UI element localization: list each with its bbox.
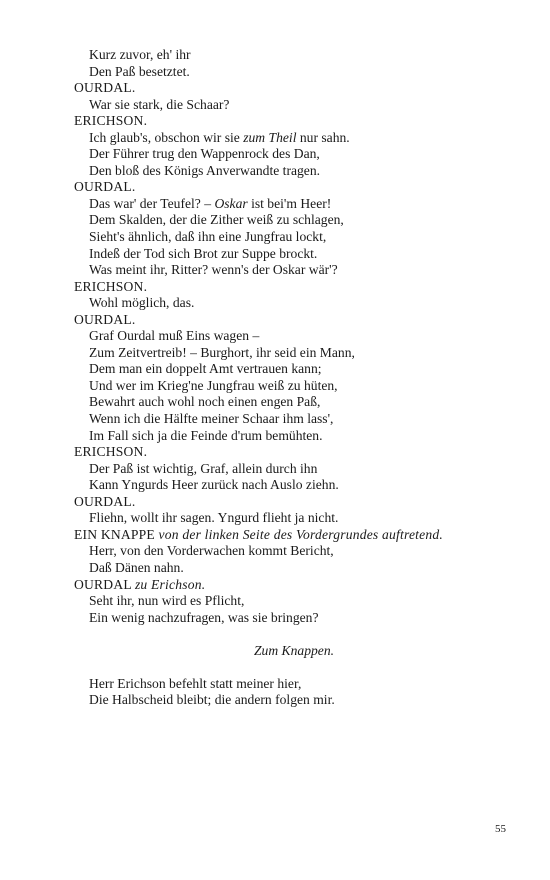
line-text: Bewahrt auch wohl noch einen engen Paß, bbox=[89, 394, 321, 410]
verse-line bbox=[74, 328, 514, 345]
line-text: Ein wenig nachzufragen, was sie bringen? bbox=[89, 609, 319, 625]
line-text: Dem Skalden, der die Zither weiß zu schlagen, bbox=[89, 212, 344, 228]
verse-line bbox=[74, 543, 514, 560]
verse-line bbox=[74, 692, 514, 709]
verse-line bbox=[74, 97, 514, 114]
line-text: Wohl möglich, das. bbox=[89, 295, 195, 311]
line-text: ERICHSON. bbox=[74, 278, 148, 294]
verse-line bbox=[74, 130, 514, 147]
line-text: Herr Erichson befehlt statt meiner hier, bbox=[89, 675, 302, 691]
line-text: Herr, von den Vorderwachen kommt Bericht, bbox=[89, 543, 334, 559]
verse-line bbox=[74, 262, 514, 279]
page-number: 55 bbox=[495, 823, 506, 835]
verse-line bbox=[74, 676, 514, 693]
line-text: Der Führer trug den Wappenrock des Dan, bbox=[89, 146, 320, 162]
speaker-name bbox=[74, 179, 514, 196]
speaker-name bbox=[74, 80, 514, 97]
line-text: OURDAL. bbox=[74, 179, 136, 195]
verse-line bbox=[74, 593, 514, 610]
italic-text: zu Erichson. bbox=[134, 576, 206, 592]
verse-line bbox=[74, 212, 514, 229]
line-text: Im Fall sich ja die Feinde d'rum bemühten. bbox=[89, 427, 323, 443]
line-text: Fliehn, wollt ihr sagen. Yngurd flieht ja nicht. bbox=[89, 510, 339, 526]
verse-line bbox=[74, 146, 514, 163]
verse-line bbox=[74, 461, 514, 478]
line-text: Den bloß des Königs Anverwandte tragen. bbox=[89, 162, 321, 178]
drama-text bbox=[74, 47, 514, 709]
verse-line bbox=[74, 610, 514, 627]
verse-line bbox=[74, 295, 514, 312]
line-text: Indeß der Tod sich Brot zur Suppe brockt. bbox=[89, 245, 318, 261]
verse-line bbox=[74, 64, 514, 81]
line-text: OURDAL. bbox=[74, 493, 136, 509]
verse-line bbox=[74, 477, 514, 494]
verse-line bbox=[74, 378, 514, 395]
line-text: Sieht's ähnlich, daß ihn eine Jungfrau lockt, bbox=[89, 229, 327, 245]
line-text: Seht ihr, nun wird es Pflicht, bbox=[89, 593, 245, 609]
verse-line bbox=[74, 163, 514, 180]
line-text: Die Halbscheid bleibt; die andern folgen mir. bbox=[89, 692, 335, 708]
verse-line bbox=[74, 560, 514, 577]
italic-text: Oskar bbox=[214, 195, 248, 211]
line-text: Kurz zuvor, eh' ihr bbox=[89, 47, 191, 62]
line-text: Graf Ourdal muß Eins wagen – bbox=[89, 328, 260, 344]
line-text: OURDAL. bbox=[74, 311, 136, 327]
verse-line bbox=[74, 345, 514, 362]
line-text: Kann Yngurds Heer zurück nach Auslo ziehn. bbox=[89, 477, 339, 493]
verse-line bbox=[74, 196, 514, 213]
speaker-name bbox=[74, 577, 514, 594]
verse-line bbox=[74, 510, 514, 527]
line-text: Den Paß besetztet. bbox=[89, 63, 190, 79]
line-text: ERICHSON. bbox=[74, 113, 148, 129]
line-text: Was meint ihr, Ritter? wenn's der Oskar wär'? bbox=[89, 262, 338, 278]
line-text: OURDAL. bbox=[74, 80, 136, 96]
verse-line bbox=[74, 47, 514, 64]
speaker-name bbox=[74, 279, 514, 296]
line-text: Zum Zeitvertreib! – Burghort, ihr seid ein Mann, bbox=[89, 344, 355, 360]
verse-line bbox=[74, 246, 514, 263]
line-text: Wenn ich die Hälfte meiner Schaar ihm lass', bbox=[89, 411, 334, 427]
italic-text: Zum Knappen. bbox=[253, 642, 335, 658]
verse-line bbox=[74, 361, 514, 378]
stage-direction bbox=[74, 643, 514, 660]
speaker-name bbox=[74, 312, 514, 329]
speaker-name bbox=[74, 113, 514, 130]
verse-line bbox=[74, 394, 514, 411]
italic-text: von der linken Seite des Vordergrundes auftretend. bbox=[158, 526, 443, 542]
line-text: Dem man ein doppelt Amt vertrauen kann; bbox=[89, 361, 322, 377]
line-text: OURDAL bbox=[74, 576, 135, 592]
blank-line bbox=[74, 659, 514, 676]
line-text: Ich glaub's, obschon wir sie bbox=[89, 129, 244, 145]
speaker-name bbox=[74, 527, 514, 544]
line-text: Daß Dänen nahn. bbox=[89, 559, 184, 575]
speaker-name bbox=[74, 444, 514, 461]
line-text: nur sahn. bbox=[296, 129, 350, 145]
verse-line bbox=[74, 428, 514, 445]
line-text: ist bei'm Heer! bbox=[247, 195, 332, 211]
line-text: Das war' der Teufel? – bbox=[89, 195, 215, 211]
italic-text: zum Theil bbox=[243, 129, 297, 145]
line-text: Der Paß ist wichtig, Graf, allein durch ihn bbox=[89, 460, 318, 476]
verse-line bbox=[74, 411, 514, 428]
line-text: Und wer im Krieg'ne Jungfrau weiß zu hüten, bbox=[89, 377, 338, 393]
line-text: War sie stark, die Schaar? bbox=[89, 96, 230, 112]
line-text: ERICHSON. bbox=[74, 444, 148, 460]
speaker-name bbox=[74, 494, 514, 511]
blank-line bbox=[74, 626, 514, 643]
verse-line bbox=[74, 229, 514, 246]
line-text: EIN KNAPPE bbox=[74, 526, 159, 542]
